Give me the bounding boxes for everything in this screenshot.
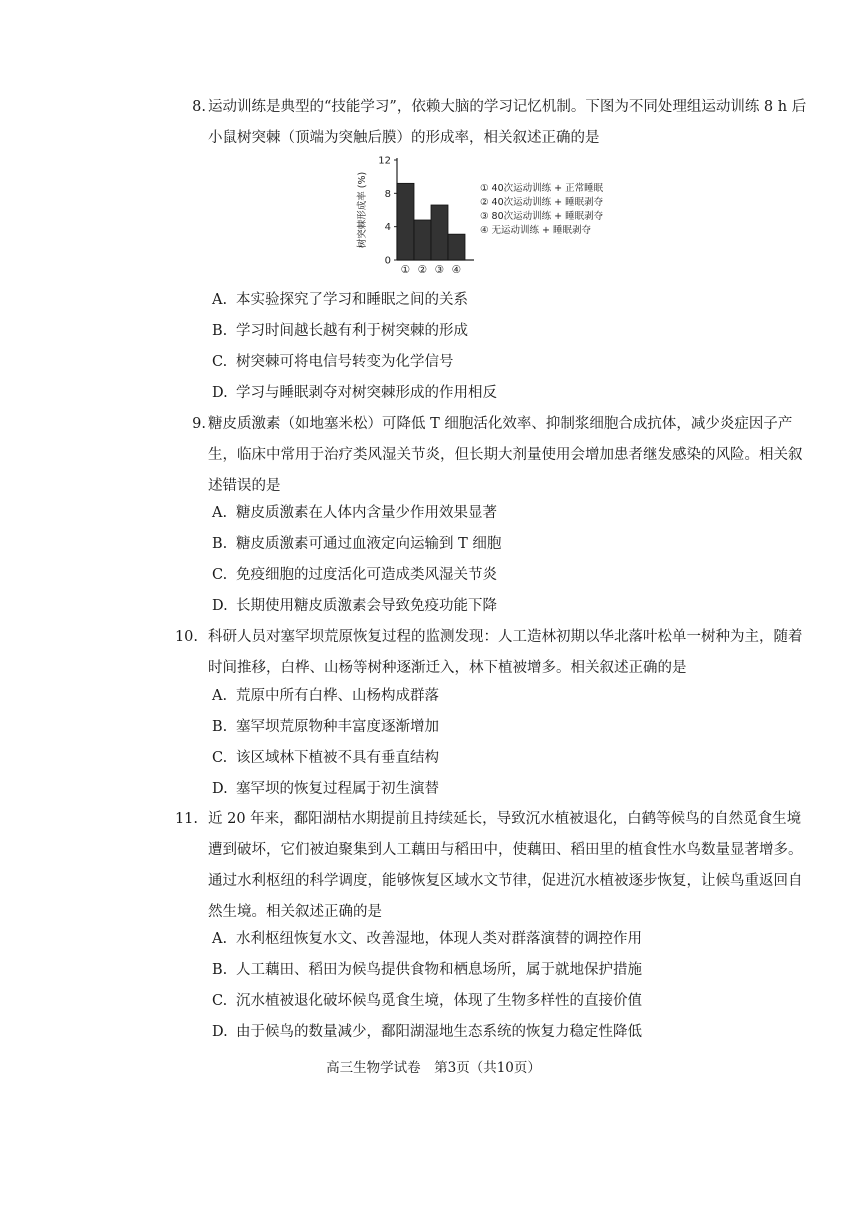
- bar: [431, 205, 448, 260]
- option-11-a: [212, 929, 642, 949]
- option-text: 树突棘可将电信号转变为化学信号: [236, 354, 454, 370]
- y-tick-label: 8: [384, 188, 391, 200]
- option-label: C.: [212, 750, 228, 766]
- dendritic-spine-chart: [352, 150, 622, 280]
- option-text: 人工藕田、稻田为候鸟提供食物和栖息场所，属于就地保护措施: [236, 962, 642, 978]
- option-text: 糖皮质激素在人体内含量少作用效果显著: [236, 505, 497, 521]
- option-10-b: [212, 717, 439, 737]
- question-stem: 糖皮质激素（如地塞米松）可降低 T 细胞活化效率、抑制浆细胞合成抗体，减少炎症因子产生，临床中常用于治疗类风湿关节炎，但长期大剂量使用会增加患者继发感染的风险。相关叙述错误的是: [208, 416, 803, 494]
- option-label: B.: [212, 536, 228, 552]
- option-label: D.: [212, 1024, 228, 1040]
- legend-entry: ③ 80次运动训练 + 睡眠剥夺: [480, 211, 604, 222]
- option-text: 该区域林下植被不具有垂直结构: [236, 750, 439, 766]
- question-number: 10.: [174, 629, 198, 645]
- legend-entry: ④ 无运动训练 + 睡眠剥夺: [480, 225, 592, 236]
- option-10-c: [212, 748, 439, 768]
- option-9-c: [212, 565, 497, 585]
- option-label: D.: [212, 385, 228, 401]
- option-text: 水利枢纽恢复水文、改善湿地，体现人类对群落演替的调控作用: [236, 931, 642, 947]
- option-text: 免疫细胞的过度活化可造成类风湿关节炎: [236, 567, 497, 583]
- option-label: C.: [212, 354, 228, 370]
- option-text: 学习时间越长越有利于树突棘的形成: [236, 323, 468, 339]
- option-10-a: [212, 686, 439, 706]
- option-8-c: [212, 352, 454, 372]
- y-axis-label: 树突棘形成率 (%): [357, 171, 368, 249]
- x-tick-label: ②: [417, 264, 428, 276]
- option-9-b: [212, 534, 501, 554]
- y-tick-label: 4: [384, 222, 391, 234]
- bar: [448, 234, 465, 260]
- question-number: 11.: [174, 811, 198, 827]
- x-tick-label: ③: [434, 264, 445, 276]
- question-8: [190, 92, 810, 154]
- option-8-b: [212, 321, 468, 341]
- option-text: 荒原中所有白桦、山杨构成群落: [236, 688, 439, 704]
- option-label: A.: [212, 931, 228, 947]
- question-number: 9.: [192, 416, 206, 432]
- question-number: 8.: [192, 99, 206, 115]
- question-11: [174, 804, 810, 928]
- bar-chart: [352, 150, 622, 280]
- option-label: B.: [212, 323, 228, 339]
- option-label: A.: [212, 505, 228, 521]
- option-11-d: [212, 1022, 642, 1042]
- question-stem: 近 20 年来，鄱阳湖枯水期提前且持续延长，导致沉水植被退化，白鹤等候鸟的自然觅食生境遭到破坏，它们被迫聚集到人工藕田与稻田中，使藕田、稻田里的植食性水鸟数量显著增多。通过水利枢纽的科学调度，能够恢复区域水文节律，促进沉水植被逐步恢复，让候鸟重返回自然生境。相关叙述正确的是: [208, 811, 803, 920]
- y-tick-label: 12: [378, 155, 391, 167]
- legend-entry: ① 40次运动训练 + 正常睡眠: [480, 183, 604, 194]
- question-9: [190, 409, 810, 502]
- option-text: 沉水植被退化破坏候鸟觅食生境，体现了生物多样性的直接价值: [236, 993, 642, 1009]
- option-11-c: [212, 991, 642, 1011]
- option-8-d: [212, 383, 497, 403]
- option-label: A.: [212, 688, 228, 704]
- x-tick-label: ④: [451, 264, 462, 276]
- option-text: 糖皮质激素可通过血液定向运输到 T 细胞: [236, 536, 502, 552]
- question-stem: 科研人员对塞罕坝荒原恢复过程的监测发现：人工造林初期以华北落叶松单一树种为主，随着时间推移，白桦、山杨等树种逐渐迁入，林下植被增多。相关叙述正确的是: [208, 629, 803, 676]
- option-11-b: [212, 960, 642, 980]
- y-tick-label: 0: [384, 255, 391, 267]
- option-10-d: [212, 779, 439, 799]
- option-label: D.: [212, 781, 228, 797]
- option-text: 长期使用糖皮质激素会导致免疫功能下降: [236, 598, 497, 614]
- question-stem: 运动训练是典型的“技能学习”，依赖大脑的学习记忆机制。下图为不同处理组运动训练 8 h 后小鼠树突棘（顶端为突触后膜）的形成率，相关叙述正确的是: [208, 99, 807, 146]
- option-8-a: [212, 290, 468, 310]
- bar: [397, 183, 414, 260]
- option-9-d: [212, 596, 497, 616]
- option-label: B.: [212, 962, 228, 978]
- option-text: 塞罕坝荒原物种丰富度逐渐增加: [236, 719, 439, 735]
- question-10: [174, 622, 810, 684]
- option-label: B.: [212, 719, 228, 735]
- option-label: D.: [212, 598, 228, 614]
- option-text: 学习与睡眠剥夺对树突棘形成的作用相反: [236, 385, 497, 401]
- option-label: A.: [212, 292, 228, 308]
- option-text: 由于候鸟的数量减少，鄱阳湖湿地生态系统的恢复力稳定性降低: [236, 1024, 642, 1040]
- page-footer: 高三生物学试卷 第3页（共10页）: [326, 1060, 541, 1076]
- option-text: 本实验探究了学习和睡眠之间的关系: [236, 292, 468, 308]
- x-tick-label: ①: [400, 264, 411, 276]
- bar: [414, 220, 431, 260]
- option-label: C.: [212, 567, 228, 583]
- option-label: C.: [212, 993, 228, 1009]
- option-text: 塞罕坝的恢复过程属于初生演替: [236, 781, 439, 797]
- legend-entry: ② 40次运动训练 + 睡眠剥夺: [480, 197, 604, 208]
- option-9-a: [212, 503, 497, 523]
